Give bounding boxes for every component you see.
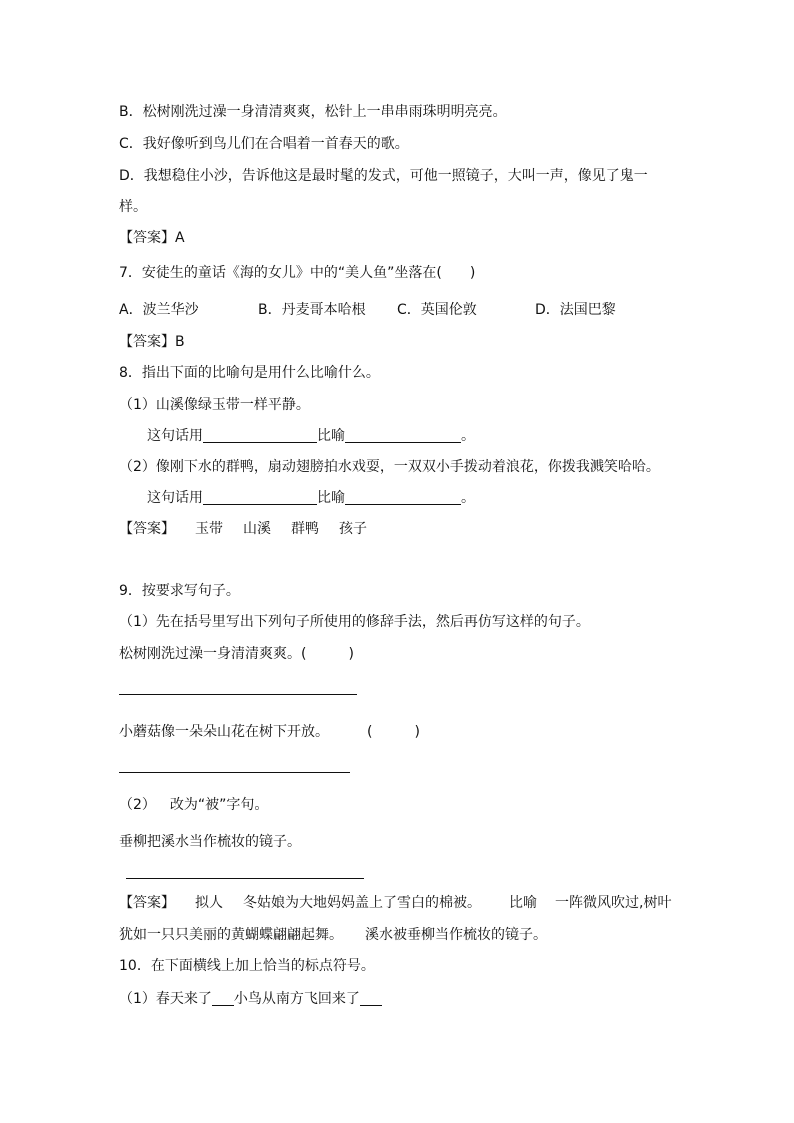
q9-sentence1: 松树刚洗过澡一身清清爽爽。( ) (119, 646, 354, 662)
q9-answer-line2 (119, 926, 547, 944)
q10-item1-b: 小鸟从南方飞回来了 (233, 991, 360, 1007)
q7-answer: 【答案】B (119, 334, 185, 350)
q8-question: 8．指出下面的比喻句是用什么比喻什么。 (119, 365, 380, 381)
q8-answer-item: 群鸭 (291, 521, 319, 537)
q9-item2-text: 改为“被”字句。 (169, 797, 269, 813)
q9-answer-line2b: 溪水被垂柳当作梳妆的镜子。 (365, 927, 547, 943)
q8-fill1-suffix: 。 (461, 428, 475, 444)
q7-option-a: A．波兰华沙 (119, 302, 199, 318)
q8-answer-label: 【答案】 (119, 521, 175, 537)
q9-answer-line-3[interactable] (126, 878, 364, 879)
q9-answer-part1: 拟人 (195, 895, 223, 911)
q6-option-b: B．松树刚洗过澡一身清清爽爽，松针上一串串雨珠明明亮亮。 (119, 104, 507, 120)
q8-answer-item: 孩子 (339, 521, 367, 537)
q8-fill1 (147, 427, 475, 445)
q8-fill2-blank1[interactable] (203, 490, 317, 505)
q10-blank-1[interactable] (212, 991, 234, 1006)
q8-fill2-prefix: 这句话用 (147, 490, 203, 506)
q8-fill2-suffix: 。 (461, 490, 475, 506)
q8-fill1-middle: 比喻 (317, 428, 345, 444)
q8-item2: （2）像刚下水的群鸭，扇动翅膀拍水戏耍，一双双小手拨动着浪花，你拨我溅笑哈哈。 (119, 459, 660, 475)
q9-item1: （1）先在括号里写出下列句子所使用的修辞手法，然后再仿写这样的句子。 (119, 614, 590, 630)
q9-answer-line-1[interactable] (119, 694, 357, 695)
q9-sentence2-paren: ( ) (367, 724, 420, 740)
q9-answer-part2: 冬姑娘为大地妈妈盖上了雪白的棉被。 (243, 895, 481, 911)
q7-question: 7．安徒生的童话《海的女儿》中的“美人鱼”坐落在( ) (119, 265, 476, 281)
q10-item1-a: （1）春天来了 (119, 991, 212, 1007)
q9-item2-num: （2） (119, 797, 156, 813)
q9-answer-label: 【答案】 (119, 895, 175, 911)
q6-option-d-line2: 样。 (119, 199, 147, 215)
q9-sentence3: 垂柳把溪水当作梳妆的镜子。 (119, 834, 301, 850)
q6-answer: 【答案】A (119, 230, 185, 246)
q8-fill1-prefix: 这句话用 (147, 428, 203, 444)
q6-option-d-line1: D．我想稳住小沙，告诉他这是最时髦的发式，可他一照镜子，大叫一声，像见了鬼一 (119, 168, 648, 184)
q10-question: 10．在下面横线上加上恰当的标点符号。 (119, 958, 375, 974)
q6-option-c: C．我好像听到鸟儿们在合唱着一首春天的歌。 (119, 136, 409, 152)
q8-fill2 (147, 489, 475, 507)
q8-answer-item: 玉带 (195, 521, 223, 537)
q7-option-b: B．丹麦哥本哈根 (258, 302, 366, 318)
q9-question: 9．按要求写句子。 (119, 583, 240, 599)
q7-option-d: D．法国巴黎 (535, 302, 616, 318)
q7-option-c: C．英国伦敦 (397, 302, 477, 318)
q9-answer-part3: 比喻 (509, 895, 537, 911)
q10-blank-2[interactable] (360, 991, 382, 1006)
q9-answer-line1 (119, 894, 671, 912)
q9-answer-part4: 一阵微风吹过,树叶 (555, 895, 672, 911)
q10-item1 (119, 990, 382, 1008)
q9-answer-line2a: 犹如一只只美丽的黄蝴蝶翩翩起舞。 (119, 927, 343, 943)
q9-sentence2: 小蘑菇像一朵朵山花在树下开放。 (119, 724, 329, 740)
q8-fill1-blank2[interactable] (345, 428, 461, 443)
q8-answer-item: 山溪 (243, 521, 271, 537)
q8-fill1-blank1[interactable] (203, 428, 317, 443)
q9-answer-line-2[interactable] (119, 772, 350, 773)
q8-answer (119, 520, 367, 538)
q8-item1: （1）山溪像绿玉带一样平静。 (119, 397, 310, 413)
q8-fill2-blank2[interactable] (345, 490, 461, 505)
q8-fill2-middle: 比喻 (317, 490, 345, 506)
q9-item2 (119, 796, 268, 814)
